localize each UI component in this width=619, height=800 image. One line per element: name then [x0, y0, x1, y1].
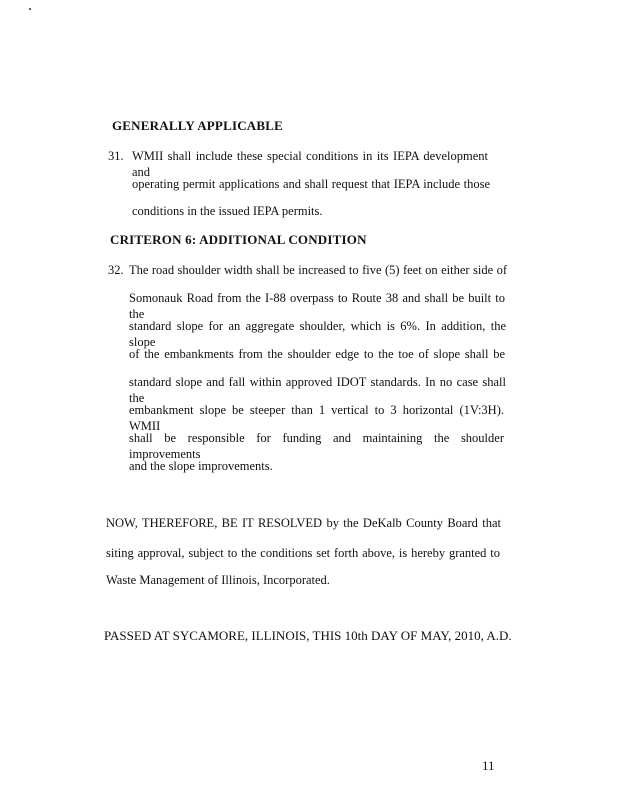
- resolution-line-3: Waste Management of Illinois, Incorporated.: [106, 573, 330, 587]
- resolution-line-1: NOW, THEREFORE, BE IT RESOLVED by the DeKalb County Board that: [106, 516, 501, 530]
- item-32-line-7: shall be responsible for funding and maintaining the shoulder improvements: [129, 431, 504, 461]
- item-number-32: 32.: [108, 263, 124, 277]
- item-number-31: 31.: [108, 149, 124, 163]
- item-32-line-4: of the embankments from the shoulder edge to the toe of slope shall be: [129, 347, 505, 361]
- scan-speck: [29, 8, 31, 10]
- item-32-line-1: The road shoulder width shall be increased to five (5) feet on either side of: [129, 263, 507, 277]
- item-32-line-2: Somonauk Road from the I-88 overpass to Route 38 and shall be built to the: [129, 291, 505, 321]
- item-31-line-1: WMII shall include these special conditions in its IEPA development and: [132, 149, 488, 179]
- page-number: 11: [482, 758, 495, 773]
- passed-statement: PASSED AT SYCAMORE, ILLINOIS, THIS 10th DAY OF MAY, 2010, A.D.: [104, 628, 512, 643]
- heading-generally-applicable: GENERALLY APPLICABLE: [112, 118, 283, 133]
- heading-criterion-6: CRITERON 6: ADDITIONAL CONDITION: [110, 232, 367, 247]
- item-32-line-3: standard slope for an aggregate shoulder, which is 6%. In addition, the slope: [129, 319, 506, 349]
- item-32-line-8: and the slope improvements.: [129, 459, 273, 473]
- item-32-line-5: standard slope and fall within approved IDOT standards. In no case shall the: [129, 375, 506, 405]
- item-31-line-2: operating permit applications and shall request that IEPA include those: [132, 177, 490, 191]
- item-32-line-6: embankment slope be steeper than 1 vertical to 3 horizontal (1V:3H). WMII: [129, 403, 504, 433]
- item-31-line-3: conditions in the issued IEPA permits.: [132, 204, 323, 218]
- resolution-line-2: siting approval, subject to the conditions set forth above, is hereby granted to: [106, 546, 500, 560]
